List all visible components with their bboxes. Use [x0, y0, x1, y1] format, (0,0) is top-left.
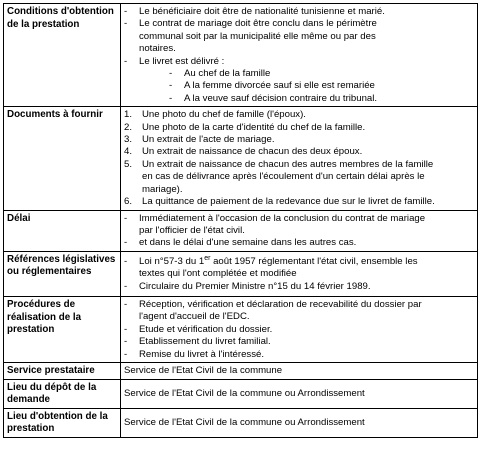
value-depot: Service de l'Etat Civil de la commune ou Arrondissement [121, 379, 478, 408]
row-procedures [4, 296, 478, 362]
bullet-dash: - [124, 298, 128, 310]
label-documents: Documents à fournir [4, 107, 121, 210]
bullet-dash: - [124, 336, 128, 348]
condition-line: - Le livret est délivré : [124, 55, 225, 67]
reference-line: - Loi n°57-3 du 1er août 1957 réglementant l'état civil, ensemble les [124, 254, 418, 267]
value-conditions [121, 4, 478, 107]
value-documents [121, 107, 478, 210]
label-obtention: Lieu d'obtention de la prestation [4, 408, 121, 437]
bullet-dash: - [169, 92, 173, 104]
procedure-line: - Remise du livret à l'intéressé. [124, 348, 264, 360]
condition-subline: - A la femme divorcée sauf si elle est remariée [169, 80, 375, 92]
value-procedures [121, 296, 478, 362]
condition-line: communal soit par la municipalité elle même ou par des [139, 30, 376, 42]
row-documents [4, 107, 478, 210]
document-item: 1. Une photo du chef de famille (l'époux). [124, 109, 306, 121]
bullet-dash: - [124, 323, 128, 335]
label-procedures: Procédures de réalisation de la prestation [4, 296, 121, 362]
document-item: 4. Un extrait de naissance de chacun des deux époux. [124, 146, 363, 158]
condition-line: - Le contrat de mariage doit être conclu dans le périmètre [124, 18, 377, 30]
condition-subline: - A la veuve sauf décision contraire du tribunal. [169, 92, 378, 104]
condition-subline: - Au chef de la famille [169, 68, 271, 80]
bullet-dash: - [124, 55, 128, 67]
label-references: Références législatives ou réglementaires [4, 251, 121, 296]
value-references [121, 251, 478, 296]
row-conditions [4, 4, 478, 107]
document-item: 5. Un extrait de naissance de chacun des autres membres de la famille [124, 158, 434, 170]
bullet-dash: - [169, 80, 173, 92]
bullet-dash: - [169, 68, 173, 80]
service-info-table [3, 3, 478, 438]
bullet-dash: - [124, 237, 128, 249]
item-number: 6. [124, 196, 133, 208]
document-item: 6. La quittance de paiement de la redevance due sur le livret de famille. [124, 196, 435, 208]
condition-line: - Le bénéficiaire doit être de nationalité tunisienne et marié. [124, 6, 385, 17]
procedure-line: l'agent d'accueil de l'EDC. [139, 311, 250, 323]
label-depot: Lieu du dépôt de la demande [4, 379, 121, 408]
label-conditions: Conditions d'obtention de la prestation [4, 4, 121, 107]
value-delai [121, 210, 478, 251]
label-delai: Délai [4, 210, 121, 251]
row-depot [4, 379, 478, 408]
document-item-cont: en cas de délivrance après l'écoulement d'un certain délai après le [142, 171, 425, 183]
row-service [4, 362, 478, 379]
reference-line: - Circulaire du Premier Ministre n°15 du 14 février 1989. [124, 280, 371, 292]
reference-line: textes qui l'ont complétée et modifiée [139, 268, 297, 280]
row-delai [4, 210, 478, 251]
item-number: 5. [124, 158, 133, 170]
procedure-line: - Etablissement du livret familial. [124, 336, 271, 348]
bullet-dash: - [124, 18, 128, 30]
delai-line: - et dans le délai d'une semaine dans les autres cas. [124, 237, 357, 249]
document-item: 3. Un extrait de l'acte de mariage. [124, 134, 275, 146]
row-obtention [4, 408, 478, 437]
item-number: 1. [124, 109, 133, 121]
value-service: Service de l'Etat Civil de la commune [121, 362, 478, 379]
bullet-dash: - [124, 348, 128, 360]
procedure-line: - Réception, vérification et déclaration de recevabilité du dossier par [124, 298, 422, 310]
label-service: Service prestataire [4, 362, 121, 379]
document-item-cont: mariage). [142, 183, 183, 195]
item-number: 4. [124, 146, 133, 158]
condition-line: notaires. [139, 43, 176, 55]
bullet-dash: - [124, 212, 128, 224]
delai-line: - Immédiatement à l'occasion de la conclusion du contrat de mariage [124, 212, 426, 224]
row-references [4, 251, 478, 296]
item-number: 3. [124, 134, 133, 146]
bullet-dash: - [124, 255, 128, 267]
item-number: 2. [124, 121, 133, 133]
procedure-line: - Etude et vérification du dossier. [124, 323, 273, 335]
value-obtention: Service de l'Etat Civil de la commune ou Arrondissement [121, 408, 478, 437]
document-item: 2. Une photo de la carte d'identité du chef de la famille. [124, 121, 366, 133]
delai-line: par l'officier de l'état civil. [139, 224, 245, 236]
bullet-dash: - [124, 6, 128, 17]
bullet-dash: - [124, 280, 128, 292]
